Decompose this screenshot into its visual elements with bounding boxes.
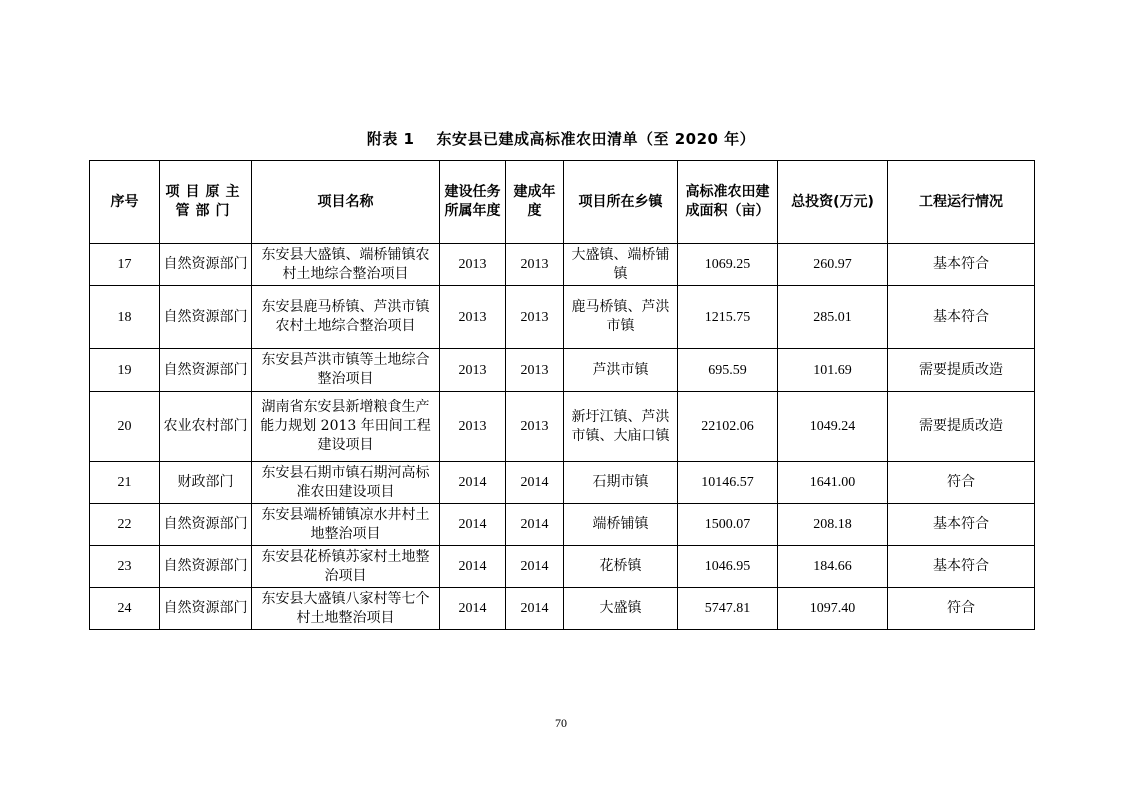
cell-completion-year: 2014 <box>506 546 564 588</box>
cell-department: 自然资源部门 <box>160 244 252 286</box>
cell-task-year: 2013 <box>440 349 506 392</box>
cell-completion-year: 2014 <box>506 462 564 504</box>
header-cell-area: 高标准农田建成面积（亩） <box>678 161 778 244</box>
cell-project-name: 东安县端桥铺镇凉水井村土地整治项目 <box>252 504 440 546</box>
header-cell-department: 项目原主管部门 <box>160 161 252 244</box>
cell-completion-year: 2013 <box>506 244 564 286</box>
cell-task-year: 2013 <box>440 286 506 349</box>
cell-status: 基本符合 <box>888 286 1035 349</box>
cell-investment: 1049.24 <box>778 392 888 462</box>
cell-project-name: 湖南省东安县新增粮食生产能力规划 2013 年田间工程建设项目 <box>252 392 440 462</box>
cell-status: 需要提质改造 <box>888 392 1035 462</box>
cell-department: 财政部门 <box>160 462 252 504</box>
header-cell-project-name: 项目名称 <box>252 161 440 244</box>
cell-investment: 1641.00 <box>778 462 888 504</box>
cell-completion-year: 2014 <box>506 588 564 630</box>
cell-department: 自然资源部门 <box>160 546 252 588</box>
table-row <box>90 244 1035 286</box>
header-cell-investment: 总投资(万元) <box>778 161 888 244</box>
cell-completion-year: 2014 <box>506 504 564 546</box>
cell-status: 基本符合 <box>888 546 1035 588</box>
cell-township: 花桥镇 <box>564 546 678 588</box>
cell-township: 芦洪市镇 <box>564 349 678 392</box>
cell-area: 1069.25 <box>678 244 778 286</box>
cell-department: 自然资源部门 <box>160 286 252 349</box>
table-row <box>90 349 1035 392</box>
cell-task-year: 2013 <box>440 244 506 286</box>
table-row <box>90 392 1035 462</box>
cell-department: 自然资源部门 <box>160 349 252 392</box>
page-number: 70 <box>555 716 567 730</box>
cell-project-name: 东安县大盛镇八家村等七个村土地整治项目 <box>252 588 440 630</box>
cell-township: 石期市镇 <box>564 462 678 504</box>
cell-township: 鹿马桥镇、芦洪市镇 <box>564 286 678 349</box>
cell-no: 23 <box>90 546 160 588</box>
header-cell-township: 项目所在乡镇 <box>564 161 678 244</box>
table-title-text: 东安县已建成高标准农田清单（至 2020 年） <box>436 130 756 148</box>
cell-project-name: 东安县大盛镇、端桥铺镇农村土地综合整治项目 <box>252 244 440 286</box>
cell-no: 22 <box>90 504 160 546</box>
farmland-table <box>89 160 1035 630</box>
cell-department: 农业农村部门 <box>160 392 252 462</box>
cell-completion-year: 2013 <box>506 286 564 349</box>
cell-status: 基本符合 <box>888 504 1035 546</box>
cell-area: 1500.07 <box>678 504 778 546</box>
cell-no: 17 <box>90 244 160 286</box>
cell-township: 大盛镇 <box>564 588 678 630</box>
cell-investment: 184.66 <box>778 546 888 588</box>
cell-no: 20 <box>90 392 160 462</box>
cell-area: 695.59 <box>678 349 778 392</box>
header-cell-no: 序号 <box>90 161 160 244</box>
cell-project-name: 东安县石期市镇石期河高标准农田建设项目 <box>252 462 440 504</box>
cell-completion-year: 2013 <box>506 349 564 392</box>
cell-no: 18 <box>90 286 160 349</box>
cell-department: 自然资源部门 <box>160 504 252 546</box>
cell-project-name: 东安县花桥镇苏家村土地整治项目 <box>252 546 440 588</box>
cell-no: 21 <box>90 462 160 504</box>
cell-task-year: 2014 <box>440 504 506 546</box>
cell-no: 19 <box>90 349 160 392</box>
table-row <box>90 588 1035 630</box>
cell-project-name: 东安县芦洪市镇等土地综合整治项目 <box>252 349 440 392</box>
cell-area: 1046.95 <box>678 546 778 588</box>
cell-area: 5747.81 <box>678 588 778 630</box>
cell-investment: 1097.40 <box>778 588 888 630</box>
table-row <box>90 546 1035 588</box>
cell-no: 24 <box>90 588 160 630</box>
cell-task-year: 2014 <box>440 462 506 504</box>
table-title <box>0 129 1122 149</box>
header-cell-status: 工程运行情况 <box>888 161 1035 244</box>
cell-task-year: 2014 <box>440 588 506 630</box>
cell-investment: 285.01 <box>778 286 888 349</box>
cell-status: 基本符合 <box>888 244 1035 286</box>
cell-status: 需要提质改造 <box>888 349 1035 392</box>
table-row <box>90 462 1035 504</box>
cell-department: 自然资源部门 <box>160 588 252 630</box>
cell-area: 22102.06 <box>678 392 778 462</box>
cell-investment: 208.18 <box>778 504 888 546</box>
cell-area: 10146.57 <box>678 462 778 504</box>
cell-area: 1215.75 <box>678 286 778 349</box>
cell-project-name: 东安县鹿马桥镇、芦洪市镇农村土地综合整治项目 <box>252 286 440 349</box>
cell-status: 符合 <box>888 588 1035 630</box>
cell-investment: 101.69 <box>778 349 888 392</box>
cell-township: 新圩江镇、芦洪市镇、大庙口镇 <box>564 392 678 462</box>
cell-task-year: 2013 <box>440 392 506 462</box>
table-title-prefix: 附表 1 <box>366 130 415 148</box>
cell-task-year: 2014 <box>440 546 506 588</box>
cell-completion-year: 2013 <box>506 392 564 462</box>
header-cell-completion-year: 建成年度 <box>506 161 564 244</box>
table-row <box>90 504 1035 546</box>
cell-township: 端桥铺镇 <box>564 504 678 546</box>
cell-township: 大盛镇、端桥铺镇 <box>564 244 678 286</box>
cell-status: 符合 <box>888 462 1035 504</box>
header-cell-task-year: 建设任务所属年度 <box>440 161 506 244</box>
table-row <box>90 286 1035 349</box>
cell-investment: 260.97 <box>778 244 888 286</box>
table-header-row <box>90 161 1035 244</box>
